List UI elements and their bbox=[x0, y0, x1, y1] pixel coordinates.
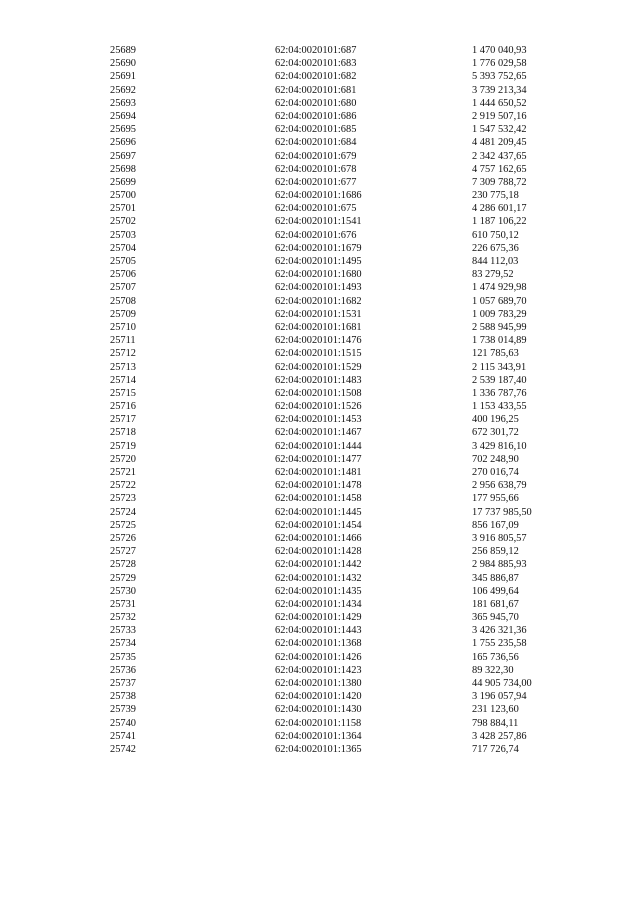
cadastral-number: 62:04:0020101:1434 bbox=[275, 598, 362, 610]
cadastral-value: 798 884,11 bbox=[472, 717, 519, 729]
row-number: 25708 bbox=[110, 295, 136, 307]
cadastral-value: 365 945,70 bbox=[472, 612, 519, 624]
table-row bbox=[110, 255, 590, 268]
cadastral-value: 4 481 209,45 bbox=[472, 137, 527, 149]
cadastral-number: 62:04:0020101:1682 bbox=[275, 295, 362, 307]
table-row bbox=[110, 506, 590, 519]
row-number: 25739 bbox=[110, 704, 136, 716]
table-row bbox=[110, 743, 590, 756]
cadastral-number: 62:04:0020101:685 bbox=[275, 124, 357, 136]
table-row bbox=[110, 295, 590, 308]
cadastral-value: 3 429 816,10 bbox=[472, 440, 527, 452]
cadastral-number: 62:04:0020101:682 bbox=[275, 71, 357, 83]
row-number: 25732 bbox=[110, 612, 136, 624]
row-number: 25691 bbox=[110, 71, 136, 83]
cadastral-value: 256 859,12 bbox=[472, 546, 519, 558]
cadastral-value: 2 115 343,91 bbox=[472, 361, 527, 373]
row-number: 25693 bbox=[110, 97, 136, 109]
row-number: 25716 bbox=[110, 401, 136, 413]
cadastral-value: 1 444 650,52 bbox=[472, 97, 527, 109]
cadastral-number: 62:04:0020101:1426 bbox=[275, 651, 362, 663]
row-number: 25738 bbox=[110, 691, 136, 703]
cadastral-number: 62:04:0020101:1458 bbox=[275, 493, 362, 505]
table-row bbox=[110, 308, 590, 321]
table-row bbox=[110, 400, 590, 413]
cadastral-number: 62:04:0020101:676 bbox=[275, 229, 357, 241]
row-number: 25741 bbox=[110, 730, 136, 742]
table-row bbox=[110, 466, 590, 479]
table-row bbox=[110, 334, 590, 347]
cadastral-value: 106 499,64 bbox=[472, 585, 519, 597]
table-row bbox=[110, 624, 590, 637]
row-number: 25719 bbox=[110, 440, 136, 452]
cadastral-value: 7 309 788,72 bbox=[472, 176, 527, 188]
cadastral-number: 62:04:0020101:1365 bbox=[275, 743, 362, 755]
cadastral-value: 1 057 689,70 bbox=[472, 295, 527, 307]
cadastral-value: 89 322,30 bbox=[472, 664, 514, 676]
cadastral-number: 62:04:0020101:1680 bbox=[275, 269, 362, 281]
cadastral-number: 62:04:0020101:1432 bbox=[275, 572, 362, 584]
table-row bbox=[110, 479, 590, 492]
table-row bbox=[110, 176, 590, 189]
table-row bbox=[110, 347, 590, 360]
row-number: 25711 bbox=[110, 335, 136, 347]
table-row bbox=[110, 545, 590, 558]
table-row bbox=[110, 268, 590, 281]
table-row bbox=[110, 730, 590, 743]
cadastral-value: 2 984 885,93 bbox=[472, 559, 527, 571]
row-number: 25710 bbox=[110, 321, 136, 333]
cadastral-number: 62:04:0020101:1158 bbox=[275, 717, 362, 729]
cadastral-value: 230 775,18 bbox=[472, 190, 519, 202]
cadastral-value: 231 123,60 bbox=[472, 704, 519, 716]
cadastral-value: 1 336 787,76 bbox=[472, 387, 527, 399]
table-row bbox=[110, 532, 590, 545]
cadastral-value: 3 196 057,94 bbox=[472, 691, 527, 703]
cadastral-number: 62:04:0020101:1428 bbox=[275, 546, 362, 558]
row-number: 25735 bbox=[110, 651, 136, 663]
row-number: 25706 bbox=[110, 269, 136, 281]
row-number: 25707 bbox=[110, 282, 136, 294]
cadastral-number: 62:04:0020101:1368 bbox=[275, 638, 362, 650]
row-number: 25709 bbox=[110, 308, 136, 320]
cadastral-number: 62:04:0020101:1495 bbox=[275, 256, 362, 267]
table-row bbox=[110, 189, 590, 202]
cadastral-value-table bbox=[110, 44, 590, 756]
cadastral-number: 62:04:0020101:1454 bbox=[275, 519, 362, 531]
table-row bbox=[110, 150, 590, 163]
cadastral-value: 672 301,72 bbox=[472, 427, 519, 439]
table-row bbox=[110, 558, 590, 571]
cadastral-number: 62:04:0020101:1466 bbox=[275, 532, 362, 544]
cadastral-value: 2 588 945,99 bbox=[472, 321, 527, 333]
table-row bbox=[110, 717, 590, 730]
row-number: 25692 bbox=[110, 84, 136, 96]
cadastral-value: 345 886,87 bbox=[472, 572, 519, 584]
cadastral-number: 62:04:0020101:1364 bbox=[275, 730, 362, 742]
cadastral-value: 226 675,36 bbox=[472, 242, 519, 254]
cadastral-value: 1 187 106,22 bbox=[472, 216, 527, 228]
table-row bbox=[110, 229, 590, 242]
cadastral-value: 5 393 752,65 bbox=[472, 71, 527, 83]
row-number: 25699 bbox=[110, 176, 136, 188]
cadastral-value: 856 167,09 bbox=[472, 519, 519, 531]
cadastral-number: 62:04:0020101:679 bbox=[275, 150, 357, 162]
row-number: 25729 bbox=[110, 572, 136, 584]
cadastral-number: 62:04:0020101:1529 bbox=[275, 361, 362, 373]
table-row bbox=[110, 321, 590, 334]
cadastral-number: 62:04:0020101:677 bbox=[275, 176, 357, 188]
cadastral-value: 717 726,74 bbox=[472, 743, 519, 755]
row-number: 25726 bbox=[110, 532, 136, 544]
row-number: 25742 bbox=[110, 743, 136, 755]
cadastral-number: 62:04:0020101:684 bbox=[275, 137, 357, 149]
row-number: 25713 bbox=[110, 361, 136, 373]
cadastral-number: 62:04:0020101:681 bbox=[275, 84, 357, 96]
row-number: 25694 bbox=[110, 110, 136, 122]
table-row bbox=[110, 387, 590, 400]
row-number: 25704 bbox=[110, 242, 136, 254]
row-number: 25705 bbox=[110, 256, 136, 267]
table-row bbox=[110, 361, 590, 374]
cadastral-value: 1 474 929,98 bbox=[472, 282, 527, 294]
table-row bbox=[110, 123, 590, 136]
cadastral-number: 62:04:0020101:1526 bbox=[275, 401, 362, 413]
cadastral-number: 62:04:0020101:683 bbox=[275, 58, 357, 70]
row-number: 25695 bbox=[110, 124, 136, 136]
table-row bbox=[110, 651, 590, 664]
row-number: 25703 bbox=[110, 229, 136, 241]
table-row bbox=[110, 492, 590, 505]
row-number: 25728 bbox=[110, 559, 136, 571]
row-number: 25724 bbox=[110, 506, 136, 518]
row-number: 25736 bbox=[110, 664, 136, 676]
cadastral-number: 62:04:0020101:675 bbox=[275, 203, 357, 215]
table-row bbox=[110, 519, 590, 532]
cadastral-value: 610 750,12 bbox=[472, 229, 519, 241]
row-number: 25737 bbox=[110, 678, 136, 689]
cadastral-value: 165 736,56 bbox=[472, 651, 519, 663]
table-row bbox=[110, 611, 590, 624]
cadastral-value: 2 956 638,79 bbox=[472, 480, 527, 492]
cadastral-number: 62:04:0020101:1478 bbox=[275, 480, 362, 492]
table-row bbox=[110, 598, 590, 611]
cadastral-value: 1 738 014,89 bbox=[472, 335, 527, 347]
cadastral-number: 62:04:0020101:1686 bbox=[275, 190, 362, 202]
cadastral-value: 121 785,63 bbox=[472, 348, 519, 360]
row-number: 25689 bbox=[110, 45, 136, 56]
cadastral-number: 62:04:0020101:1420 bbox=[275, 691, 362, 703]
cadastral-number: 62:04:0020101:1541 bbox=[275, 216, 362, 228]
table-row bbox=[110, 202, 590, 215]
cadastral-number: 62:04:0020101:1380 bbox=[275, 678, 362, 689]
table-row bbox=[110, 637, 590, 650]
cadastral-value: 2 342 437,65 bbox=[472, 150, 527, 162]
cadastral-number: 62:04:0020101:1429 bbox=[275, 612, 362, 624]
row-number: 25721 bbox=[110, 467, 136, 478]
cadastral-value: 3 428 257,86 bbox=[472, 730, 527, 742]
row-number: 25714 bbox=[110, 374, 136, 386]
cadastral-number: 62:04:0020101:678 bbox=[275, 163, 357, 175]
row-number: 25698 bbox=[110, 163, 136, 175]
row-number: 25731 bbox=[110, 598, 136, 610]
cadastral-value: 44 905 734,00 bbox=[472, 678, 532, 689]
cadastral-number: 62:04:0020101:686 bbox=[275, 110, 357, 122]
cadastral-number: 62:04:0020101:1435 bbox=[275, 585, 362, 597]
cadastral-value: 181 681,67 bbox=[472, 598, 519, 610]
table-row bbox=[110, 84, 590, 97]
cadastral-number: 62:04:0020101:1477 bbox=[275, 453, 362, 465]
row-number: 25690 bbox=[110, 58, 136, 70]
table-row bbox=[110, 664, 590, 677]
cadastral-value: 2 539 187,40 bbox=[472, 374, 527, 386]
cadastral-value: 3 739 213,34 bbox=[472, 84, 527, 96]
cadastral-number: 62:04:0020101:1681 bbox=[275, 321, 362, 333]
row-number: 25740 bbox=[110, 717, 136, 729]
table-row bbox=[110, 44, 590, 57]
table-row bbox=[110, 703, 590, 716]
table-row bbox=[110, 215, 590, 228]
cadastral-number: 62:04:0020101:680 bbox=[275, 97, 357, 109]
row-number: 25700 bbox=[110, 190, 136, 202]
cadastral-value: 3 426 321,36 bbox=[472, 625, 527, 637]
row-number: 25733 bbox=[110, 625, 136, 637]
table-row bbox=[110, 585, 590, 598]
cadastral-value: 1 755 235,58 bbox=[472, 638, 527, 650]
table-row bbox=[110, 281, 590, 294]
cadastral-value: 400 196,25 bbox=[472, 414, 519, 426]
table-row bbox=[110, 70, 590, 83]
cadastral-number: 62:04:0020101:1508 bbox=[275, 387, 362, 399]
cadastral-number: 62:04:0020101:1531 bbox=[275, 308, 362, 320]
cadastral-number: 62:04:0020101:1443 bbox=[275, 625, 362, 637]
cadastral-value: 4 757 162,65 bbox=[472, 163, 527, 175]
row-number: 25734 bbox=[110, 638, 136, 650]
row-number: 25697 bbox=[110, 150, 136, 162]
row-number: 25717 bbox=[110, 414, 136, 426]
cadastral-number: 62:04:0020101:1483 bbox=[275, 374, 362, 386]
cadastral-value: 844 112,03 bbox=[472, 256, 519, 267]
cadastral-value: 83 279,52 bbox=[472, 269, 514, 281]
cadastral-number: 62:04:0020101:1493 bbox=[275, 282, 362, 294]
cadastral-number: 62:04:0020101:1445 bbox=[275, 506, 362, 518]
table-row bbox=[110, 572, 590, 585]
row-number: 25712 bbox=[110, 348, 136, 360]
row-number: 25730 bbox=[110, 585, 136, 597]
cadastral-number: 62:04:0020101:1423 bbox=[275, 664, 362, 676]
cadastral-number: 62:04:0020101:1444 bbox=[275, 440, 362, 452]
cadastral-number: 62:04:0020101:687 bbox=[275, 45, 357, 56]
row-number: 25725 bbox=[110, 519, 136, 531]
row-number: 25702 bbox=[110, 216, 136, 228]
row-number: 25720 bbox=[110, 453, 136, 465]
cadastral-number: 62:04:0020101:1481 bbox=[275, 467, 362, 478]
cadastral-value: 1 776 029,58 bbox=[472, 58, 527, 70]
table-row bbox=[110, 242, 590, 255]
table-row bbox=[110, 440, 590, 453]
cadastral-number: 62:04:0020101:1430 bbox=[275, 704, 362, 716]
cadastral-value: 17 737 985,50 bbox=[472, 506, 532, 518]
row-number: 25696 bbox=[110, 137, 136, 149]
table-row bbox=[110, 426, 590, 439]
row-number: 25723 bbox=[110, 493, 136, 505]
cadastral-value: 702 248,90 bbox=[472, 453, 519, 465]
table-row bbox=[110, 110, 590, 123]
table-row bbox=[110, 163, 590, 176]
row-number: 25718 bbox=[110, 427, 136, 439]
table-row bbox=[110, 374, 590, 387]
cadastral-number: 62:04:0020101:1453 bbox=[275, 414, 362, 426]
cadastral-value: 270 016,74 bbox=[472, 467, 519, 478]
table-row bbox=[110, 690, 590, 703]
row-number: 25701 bbox=[110, 203, 136, 215]
table-row bbox=[110, 677, 590, 690]
table-row bbox=[110, 136, 590, 149]
row-number: 25722 bbox=[110, 480, 136, 492]
cadastral-number: 62:04:0020101:1467 bbox=[275, 427, 362, 439]
cadastral-number: 62:04:0020101:1515 bbox=[275, 348, 362, 360]
row-number: 25727 bbox=[110, 546, 136, 558]
cadastral-value: 4 286 601,17 bbox=[472, 203, 527, 215]
table-row bbox=[110, 57, 590, 70]
table-row bbox=[110, 413, 590, 426]
cadastral-value: 177 955,66 bbox=[472, 493, 519, 505]
table-row bbox=[110, 97, 590, 110]
cadastral-value: 2 919 507,16 bbox=[472, 110, 527, 122]
cadastral-number: 62:04:0020101:1476 bbox=[275, 335, 362, 347]
cadastral-value: 1 547 532,42 bbox=[472, 124, 527, 136]
cadastral-value: 1 153 433,55 bbox=[472, 401, 527, 413]
row-number: 25715 bbox=[110, 387, 136, 399]
cadastral-number: 62:04:0020101:1442 bbox=[275, 559, 362, 571]
table-row bbox=[110, 453, 590, 466]
cadastral-value: 3 916 805,57 bbox=[472, 532, 527, 544]
cadastral-value: 1 009 783,29 bbox=[472, 308, 527, 320]
cadastral-value: 1 470 040,93 bbox=[472, 45, 527, 56]
cadastral-number: 62:04:0020101:1679 bbox=[275, 242, 362, 254]
